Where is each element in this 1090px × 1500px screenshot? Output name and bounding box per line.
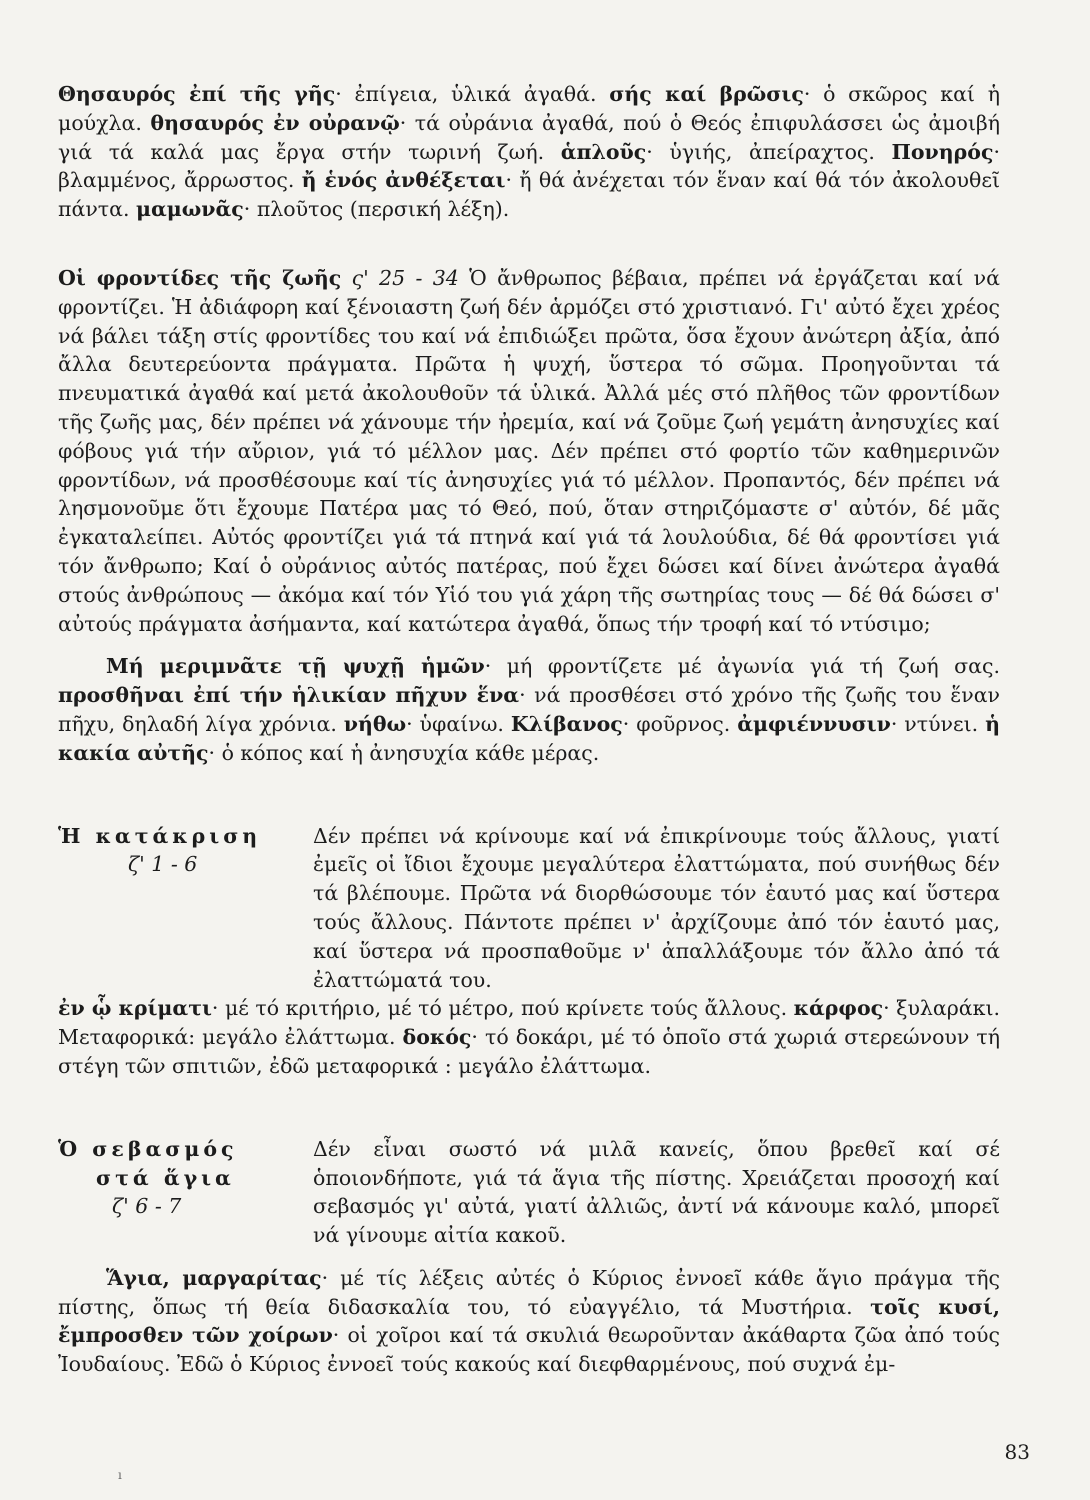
glossary-definition: · ἤ θά ἀνέχεται τόν ἕναν καί θά τόν ἀκολουθεῖ πάντα. bbox=[58, 168, 1000, 222]
page-number: 83 bbox=[1004, 1440, 1030, 1464]
glossary-definition: · βλαμμένος, ἄρρωστος. bbox=[58, 139, 1000, 193]
glossary-term: Πονηρός bbox=[891, 139, 994, 164]
glossary-term: Θησαυρός ἐπί τῆς γῆς bbox=[58, 82, 336, 106]
margin-mark: ı bbox=[118, 1468, 122, 1482]
glossary-term: θησαυρός ἐν οὐρανῷ bbox=[150, 110, 400, 135]
glossary-term: ἤ ἑνός ἀνθέξεται bbox=[301, 168, 506, 193]
section-side-label bbox=[58, 822, 313, 880]
glossary-definition: · ὁ σκῶρος καί ἡ μούχλα. bbox=[58, 82, 1000, 135]
glossary-definition: · τά οὐράνια ἀγαθά, πού ὁ Θεός ἐπιφυλάσσει ὡς ἀμοιβή γιά τά καλά μας ἔργα στήν τωρινή ζωή. bbox=[58, 110, 1000, 164]
glossary-definition: · ἐπίγεια, ὑλικά ἀγαθά. bbox=[335, 82, 610, 106]
section-side-body bbox=[313, 822, 1000, 995]
glossary-definition: · μέ τίς λέξεις αὐτές ὁ Κύριος ἐννοεῖ κάθε ἅγιο πράγμα τῆς πίστης, ὅπως τή θεία διδασκαλία του, τό εὐαγγέλιο, τά Μυστήρια. bbox=[58, 1265, 1000, 1319]
section-judgement-glossary bbox=[58, 994, 1000, 1080]
glossary-term: σής καί βρῶσις bbox=[609, 82, 804, 106]
spacer bbox=[58, 1250, 1000, 1264]
glossary-definition: · ὑφαίνω. bbox=[406, 711, 511, 736]
glossary-term: ἐν ᾧ κρίματι bbox=[58, 996, 212, 1021]
glossary-definition: · τό δοκάρι, μέ τό ὁποῖο στά χωριά στερεώνουν τή στέγη τῶν σπιτιῶν, ἐδῶ μεταφορικά : μεγάλο ἐλάττωμα. bbox=[58, 1025, 1000, 1078]
glossary-term: κάρφος bbox=[793, 996, 884, 1021]
glossary-definition: · νά προσθέσει στό χρόνο τῆς ζωῆς του ἕναν πῆχυ, δηλαδή λίγα χρόνια. bbox=[58, 683, 1000, 736]
glossary-definition: · πλοῦτος (περσική λέξη). bbox=[243, 197, 510, 222]
spacer bbox=[58, 768, 1000, 822]
section-heading-line-2: στά ἅγια bbox=[96, 1165, 235, 1190]
glossary-paragraph-treasures bbox=[58, 80, 1000, 224]
glossary-term: προσθῆναι ἐπί τήν ἡλικίαν πῆχυν ἕνα bbox=[58, 683, 520, 708]
glossary-term: Μή μεριμνᾶτε τῇ ψυχῇ ἡμῶν bbox=[106, 654, 485, 679]
spacer bbox=[58, 638, 1000, 652]
glossary-term: νήθω bbox=[343, 711, 407, 736]
section-body: Δέν πρέπει νά κρίνουμε καί νά ἐπικρίνουμε τούς ἄλλους, γιατί ἐμεῖς οἱ ἴδιοι ἔχουμε μεγαλύτερα ἐλαττώματα, πού συνήθως δέν τά βλέπουμε. Πρῶτα νά διορθώσουμε τόν ἑαυτό μας καί ὕστερα τούς ἄλλους. Πάντοτε πρέπει ν' ἀρχίζουμε ἀπό τόν ἑαυτό μας, καί ὕστερα νά προσπαθοῦμε ν' ἀπαλλάξουμε τόν ἄλλο ἀπό τά ἐλαττώματά του. bbox=[313, 823, 1000, 992]
section-heading: Ἡ κατάκριση bbox=[58, 823, 262, 848]
section-judgement bbox=[58, 822, 1000, 995]
section-reference: ς' 25 - 34 bbox=[351, 265, 459, 290]
glossary-term: δοκός bbox=[402, 1025, 472, 1050]
section-cares bbox=[58, 264, 1000, 638]
section-heading: Ὁ σεβασμός bbox=[58, 1136, 238, 1161]
section-reference: ζ' 6 - 7 bbox=[112, 1194, 182, 1219]
glossary-term: ἁπλοῦς bbox=[560, 139, 647, 164]
glossary-definition: · μή φροντίζετε μέ ἀγωνία γιά τή ζωή σας. bbox=[484, 654, 1000, 679]
section-body: Ὁ ἄνθρωπος βέβαια, πρέπει νά ἐργάζεται καί νά φροντίζει. Ἡ ἀδιάφορη καί ξένοιαστη ζωή δέν ἁρμόζει στό χριστιανό. Γι' αὐτό ἔχει χρέος νά βάλει τάξη στίς φροντίδες του καί νά ἐπιδιώξει πρῶτα, ὅσα ἔχουν ἀνώτερη ἀξία, ἀπό ἄλλα δευτερεύοντα πράγματα. Πρῶτα ἡ ψυχή, ὕστερα τό σῶμα. Προηγοῦνται τά πνευματικά ἀγαθά καί μετά ἀκολουθοῦν τά ὑλικά. Ἀλλά μές στό πλῆθος τῶν φροντίδων τῆς ζωῆς μας, δέν πρέπει νά χάνουμε τήν ἠρεμία, καί νά ζοῦμε ζωή γεμάτη ἀνησυχίες καί φόβους γιά τήν αὔριον, γιά τό μέλλον μας. Δέν πρέπει στό φορτίο τῶν καθημερινῶν φροντίδων, νά προσθέσουμε καί τίς ἀνησυχίες γιά τό μέλλον. Προπαντός, δέν πρέπει νά λησμονοῦμε ὅτι ἔχουμε Πατέρα μας τό Θεό, πού, ὅταν στηριζόμαστε σ' αὐτόν, δέ μᾶς ἐγκαταλείπει. Αὐτός φροντίζει γιά τά πτηνά καί γιά τά λουλούδια, δέ θά φροντίσει γιά τόν ἄνθρωπο; Καί ὁ οὐράνιος αὐτός πατέρας, πού ἔχει δώσει καί δίνει ἀνώτερα ἀγαθά στούς ἀνθρώπους — ἀκόμα καί τόν Υἱό του γιά χάρη τῆς σωτηρίας τους — δέ θά δώσει σ' αὐτούς πράγματα ἀσήμαντα, καί κατώτερα ἀγαθά, ὅπως τήν τροφή καί τό ντύσιμο; bbox=[58, 265, 1000, 636]
section-heading: Οἱ φροντίδες τῆς ζωῆς bbox=[58, 265, 342, 290]
glossary-term: ἀμφιέννυσιν bbox=[737, 711, 891, 736]
glossary-term: Κλίβανος bbox=[510, 711, 623, 736]
section-reverence bbox=[58, 1135, 1000, 1250]
glossary-definition: · ὁ κόπος καί ἡ ἀνησυχία κάθε μέρας. bbox=[208, 740, 600, 765]
glossary-term: μαμωνᾶς bbox=[136, 197, 244, 222]
section-body: Δέν εἶναι σωστό νά μιλᾶ κανείς, ὅπου βρεθεῖ καί σέ ὁποιονδήποτε, γιά τά ἅγια τῆς πίστης. Χρειάζεται προσοχή καί σεβασμός γι' αὐτά, γιατί ἀλλιῶς, ἀντί νά κάνουμε καλό, μπορεῖ νά γίνουμε αἰτία κακοῦ. bbox=[313, 1136, 1000, 1248]
glossary-definition: · ντύνει. bbox=[890, 711, 986, 736]
section-side-body bbox=[313, 1135, 1000, 1250]
section-reference: ζ' 1 - 6 bbox=[128, 852, 198, 877]
glossary-paragraph-worry bbox=[58, 652, 1000, 767]
glossary-definition: · ὑγιής, ἀπείραχτος. bbox=[646, 139, 892, 164]
glossary-definition: · ξυλαράκι. Μεταφορικά: μεγάλο ἐλάττωμα. bbox=[58, 996, 1001, 1050]
glossary-paragraph-pearls bbox=[58, 1264, 1000, 1379]
glossary-definition: · οἱ χοῖροι καί τά σκυλιά θεωροῦνταν ἀκάθαρτα ζῶα ἀπό τούς Ἰουδαίους. Ἐδῶ ὁ Κύριος ἐννοεῖ τούς κακούς καί διεφθαρμένους, πού συχνά ἐμ- bbox=[58, 1323, 1000, 1377]
glossary-term: ἡ κακία αὐτῆς bbox=[58, 711, 1001, 765]
glossary-term: Ἅγια, μαργαρίτας bbox=[106, 1265, 322, 1290]
spacer bbox=[58, 224, 1000, 264]
glossary-definition: · φοῦρνος. bbox=[622, 711, 738, 736]
glossary-term: τοῖς κυσί, ἔμπροσθεν τῶν χοίρων bbox=[58, 1294, 1000, 1348]
glossary-definition: · μέ τό κριτήριο, μέ τό μέτρο, πού κρίνετε τούς ἄλλους. bbox=[211, 996, 794, 1021]
spacer bbox=[58, 1081, 1000, 1135]
section-side-label bbox=[58, 1135, 313, 1221]
